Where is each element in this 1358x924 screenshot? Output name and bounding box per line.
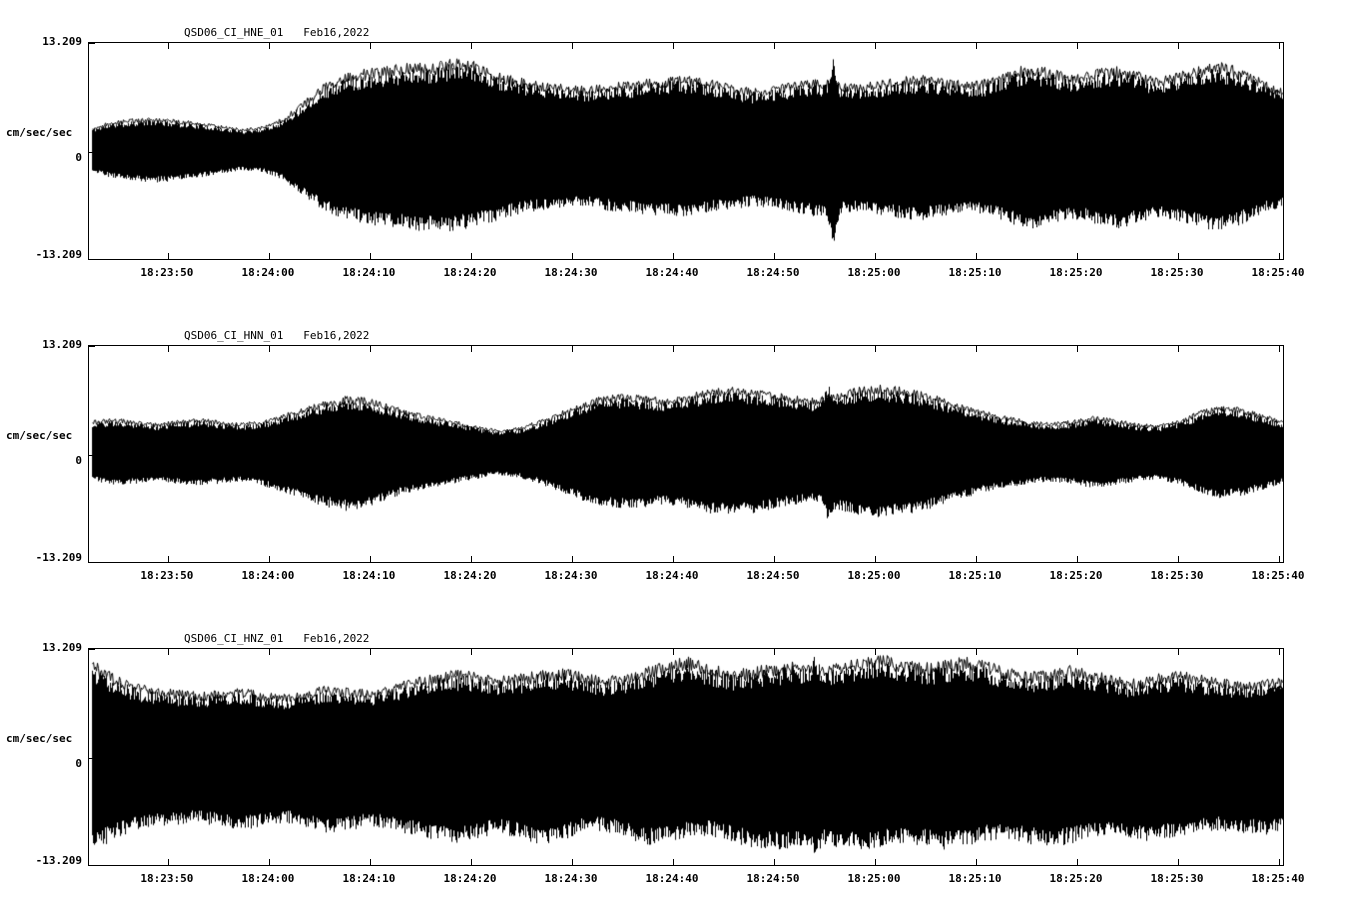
x-tick-mark-top — [269, 346, 270, 352]
x-tick-mark-top — [471, 649, 472, 655]
x-tick-label: 18:24:40 — [645, 569, 699, 582]
x-tick-mark — [673, 859, 674, 865]
seismogram-panel-hnn — [0, 311, 1358, 611]
x-tick-mark — [269, 253, 270, 259]
x-axis-ticks — [88, 569, 1305, 587]
x-tick-mark-top — [1279, 43, 1280, 49]
x-tick-label: 18:23:50 — [140, 266, 194, 279]
x-tick-label: 18:24:00 — [241, 569, 295, 582]
y-tick-min: -13.209 — [35, 854, 82, 867]
y-axis-label: cm/sec/sec — [6, 126, 73, 139]
y-tick-mark — [89, 562, 95, 563]
waveform-trace — [89, 649, 1283, 865]
x-tick-mark-top — [875, 346, 876, 352]
x-tick-label: 18:24:10 — [342, 569, 396, 582]
x-tick-label: 18:25:40 — [1251, 569, 1305, 582]
x-tick-label: 18:24:30 — [544, 569, 598, 582]
x-tick-label: 18:25:00 — [847, 266, 901, 279]
x-tick-mark-top — [976, 346, 977, 352]
y-tick-mark — [89, 346, 95, 347]
x-tick-mark — [673, 253, 674, 259]
x-tick-mark — [1178, 556, 1179, 562]
plot-area — [88, 648, 1284, 866]
x-tick-label: 18:25:30 — [1150, 266, 1204, 279]
x-tick-mark-top — [1178, 346, 1179, 352]
seismogram-panel-hne — [0, 8, 1358, 308]
x-tick-label: 18:24:00 — [241, 266, 295, 279]
x-tick-mark — [976, 253, 977, 259]
x-tick-mark — [370, 859, 371, 865]
x-tick-mark — [1077, 859, 1078, 865]
x-tick-mark-top — [774, 649, 775, 655]
x-tick-mark-top — [370, 649, 371, 655]
x-tick-mark — [269, 859, 270, 865]
x-tick-mark-top — [168, 43, 169, 49]
x-tick-mark — [168, 556, 169, 562]
x-tick-mark — [572, 859, 573, 865]
x-tick-mark — [976, 859, 977, 865]
y-tick-max: 13.209 — [42, 641, 82, 654]
x-tick-label: 18:24:20 — [443, 872, 497, 885]
x-tick-label: 18:24:50 — [746, 569, 800, 582]
x-tick-label: 18:25:30 — [1150, 569, 1204, 582]
plot-area — [88, 42, 1284, 260]
x-tick-mark-top — [774, 346, 775, 352]
y-axis-label: cm/sec/sec — [6, 732, 73, 745]
y-tick-mark — [89, 152, 95, 153]
x-tick-label: 18:24:30 — [544, 872, 598, 885]
x-tick-label: 18:24:00 — [241, 872, 295, 885]
x-tick-label: 18:24:10 — [342, 872, 396, 885]
x-tick-mark — [370, 253, 371, 259]
x-tick-mark — [370, 556, 371, 562]
y-tick-mark — [89, 259, 95, 260]
x-tick-mark — [875, 859, 876, 865]
x-tick-mark-top — [572, 43, 573, 49]
x-tick-label: 18:24:20 — [443, 266, 497, 279]
x-tick-mark — [572, 556, 573, 562]
y-tick-mark — [89, 455, 95, 456]
x-tick-label: 18:25:40 — [1251, 266, 1305, 279]
x-tick-mark — [1279, 253, 1280, 259]
y-tick-zero: 0 — [75, 151, 82, 164]
x-tick-mark-top — [673, 43, 674, 49]
x-tick-mark-top — [1178, 649, 1179, 655]
x-tick-mark — [168, 859, 169, 865]
y-tick-mark — [89, 865, 95, 866]
x-tick-label: 18:25:10 — [948, 872, 1002, 885]
x-tick-mark-top — [572, 649, 573, 655]
x-tick-mark-top — [1077, 43, 1078, 49]
x-tick-mark-top — [370, 346, 371, 352]
x-tick-mark-top — [1077, 649, 1078, 655]
x-tick-mark-top — [1279, 346, 1280, 352]
x-tick-label: 18:24:40 — [645, 872, 699, 885]
x-tick-mark-top — [269, 649, 270, 655]
y-tick-mark — [89, 758, 95, 759]
x-tick-mark — [1178, 859, 1179, 865]
x-tick-label: 18:24:20 — [443, 569, 497, 582]
x-tick-mark — [572, 253, 573, 259]
x-tick-label: 18:24:40 — [645, 266, 699, 279]
x-tick-mark-top — [673, 346, 674, 352]
x-tick-mark — [1077, 253, 1078, 259]
y-tick-zero: 0 — [75, 757, 82, 770]
panel-title: QSD06_CI_HNE_01 Feb16,2022 — [184, 26, 370, 39]
x-tick-label: 18:25:10 — [948, 266, 1002, 279]
x-tick-mark-top — [875, 649, 876, 655]
x-tick-mark — [1077, 556, 1078, 562]
x-tick-mark — [269, 556, 270, 562]
x-tick-mark-top — [168, 346, 169, 352]
x-tick-label: 18:25:00 — [847, 872, 901, 885]
x-tick-label: 18:25:00 — [847, 569, 901, 582]
x-tick-label: 18:25:40 — [1251, 872, 1305, 885]
x-tick-mark — [471, 556, 472, 562]
x-tick-mark — [1279, 556, 1280, 562]
y-axis-label: cm/sec/sec — [6, 429, 73, 442]
y-tick-mark — [89, 43, 95, 44]
x-axis-ticks — [88, 266, 1305, 284]
x-tick-mark-top — [774, 43, 775, 49]
x-tick-label: 18:25:20 — [1049, 569, 1103, 582]
y-tick-zero: 0 — [75, 454, 82, 467]
x-tick-label: 18:24:30 — [544, 266, 598, 279]
x-tick-mark-top — [875, 43, 876, 49]
x-tick-mark-top — [572, 346, 573, 352]
panel-title: QSD06_CI_HNZ_01 Feb16,2022 — [184, 632, 370, 645]
x-tick-mark-top — [370, 43, 371, 49]
x-tick-mark-top — [673, 649, 674, 655]
x-tick-mark — [875, 556, 876, 562]
x-tick-mark — [774, 859, 775, 865]
x-tick-label: 18:25:30 — [1150, 872, 1204, 885]
x-tick-label: 18:23:50 — [140, 569, 194, 582]
y-tick-max: 13.209 — [42, 35, 82, 48]
seismogram-panel-hnz — [0, 614, 1358, 914]
x-tick-mark-top — [471, 346, 472, 352]
plot-area — [88, 345, 1284, 563]
x-tick-mark — [1178, 253, 1179, 259]
y-tick-mark — [89, 649, 95, 650]
waveform-trace — [89, 346, 1283, 562]
x-tick-mark-top — [976, 649, 977, 655]
panel-title: QSD06_CI_HNN_01 Feb16,2022 — [184, 329, 370, 342]
waveform-trace — [89, 43, 1283, 259]
x-tick-label: 18:25:20 — [1049, 872, 1103, 885]
y-tick-min: -13.209 — [35, 551, 82, 564]
x-tick-mark — [1279, 859, 1280, 865]
x-tick-label: 18:25:10 — [948, 569, 1002, 582]
x-tick-mark-top — [269, 43, 270, 49]
x-tick-label: 18:24:50 — [746, 872, 800, 885]
x-tick-mark-top — [1077, 346, 1078, 352]
x-tick-mark — [774, 556, 775, 562]
x-tick-mark-top — [471, 43, 472, 49]
x-tick-mark-top — [168, 649, 169, 655]
x-tick-mark-top — [1279, 649, 1280, 655]
x-tick-mark — [875, 253, 876, 259]
y-tick-min: -13.209 — [35, 248, 82, 261]
x-tick-mark — [976, 556, 977, 562]
x-tick-label: 18:23:50 — [140, 872, 194, 885]
x-tick-mark — [673, 556, 674, 562]
x-tick-mark — [471, 859, 472, 865]
x-tick-mark — [471, 253, 472, 259]
x-tick-mark-top — [1178, 43, 1179, 49]
x-tick-label: 18:25:20 — [1049, 266, 1103, 279]
x-axis-ticks — [88, 872, 1305, 890]
x-tick-mark-top — [976, 43, 977, 49]
x-tick-mark — [168, 253, 169, 259]
x-tick-label: 18:24:10 — [342, 266, 396, 279]
x-tick-mark — [774, 253, 775, 259]
y-tick-max: 13.209 — [42, 338, 82, 351]
x-tick-label: 18:24:50 — [746, 266, 800, 279]
